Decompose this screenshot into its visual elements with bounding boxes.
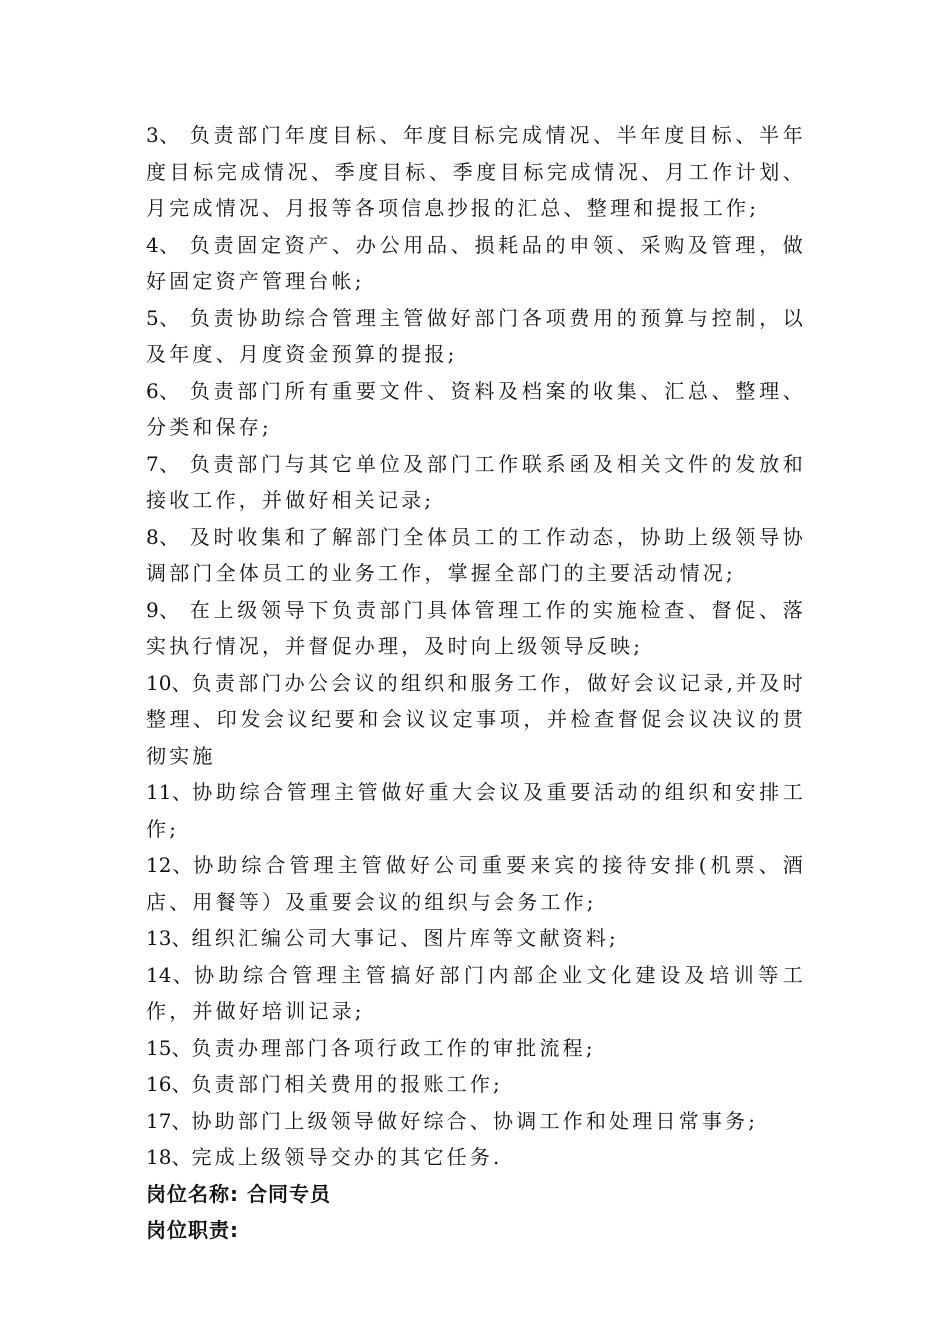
position-title: 岗位名称: 合同专员: [146, 1181, 331, 1206]
duty-item-8: [146, 519, 806, 592]
duty-number: 4、: [146, 232, 180, 257]
duty-number: 6、: [146, 378, 180, 403]
duty-item-9: [146, 592, 806, 665]
duty-text: 完成上级领导交办的其它任务.: [191, 1145, 503, 1169]
duty-item-10: [146, 665, 806, 775]
duty-number: 12、: [146, 853, 194, 877]
duty-number: 3、: [146, 123, 180, 147]
duty-item-7: [146, 446, 806, 519]
duty-text: 协助部门上级领导做好综合、协调工作和处理日常事务;: [191, 1108, 759, 1133]
duty-text: 及时收集和了解部门全体员工的工作动态，协助上级领导协调部门全体员工的业务工作，掌握全部门的主要活动情况;: [146, 524, 806, 585]
duty-text: 负责部门与其它单位及部门工作联系函及相关文件的发放和接收工作，并做好相关记录;: [146, 451, 806, 512]
duty-item-15: [146, 1030, 806, 1067]
duty-number: 7、: [146, 451, 180, 476]
duty-item-4: [146, 227, 806, 300]
duty-text: 协助综合管理主管做好重大会议及重要活动的组织和安排工作;: [146, 780, 806, 841]
duty-text: 负责部门年度目标、年度目标完成情况、半年度目标、半年度目标完成情况、季度目标、季度目标完成情况、月工作计划、月完成情况、月报等各项信息抄报的汇总、整理和提报工作;: [146, 123, 806, 220]
duty-item-13: [146, 920, 806, 957]
duty-item-6: [146, 373, 806, 446]
document-body: [146, 117, 806, 1249]
duty-text: 负责办理部门各项行政工作的审批流程;: [191, 1035, 596, 1060]
duty-number: 14、: [146, 962, 195, 987]
position-duties-heading: 岗位职责:: [146, 1218, 239, 1242]
duty-item-17: [146, 1103, 806, 1140]
duty-text: 负责部门所有重要文件、资料及档案的收集、汇总、整理、分类和保存;: [146, 378, 806, 439]
duty-number: 5、: [146, 305, 180, 330]
duty-text: 在上级领导下负责部门具体管理工作的实施检查、督促、落实执行情况，并督促办理，及时向上级领导反映;: [146, 597, 806, 658]
duty-number: 16、: [146, 1072, 192, 1096]
duty-item-12: [146, 847, 806, 920]
duty-number: 10、: [146, 670, 192, 695]
duty-item-11: [146, 774, 806, 847]
duty-text: 负责固定资产、办公用品、损耗品的申领、采购及管理，做好固定资产管理台帐;: [146, 232, 806, 293]
duty-number: 17、: [146, 1108, 192, 1133]
duty-number: 11、: [146, 780, 193, 804]
duty-number: 18、: [146, 1145, 192, 1169]
duty-text: 负责部门相关费用的报账工作;: [191, 1072, 503, 1096]
duty-text: 协助综合管理主管做好公司重要来宾的接待安排(机票、酒店、用餐等）及重要会议的组织与会务工作;: [146, 853, 806, 914]
duty-text: 组织汇编公司大事记、图片库等文献资料;: [191, 926, 619, 950]
duty-number: 9、: [146, 597, 180, 622]
duty-number: 15、: [146, 1035, 192, 1060]
duty-item-5: [146, 300, 806, 373]
duty-item-3: [146, 117, 806, 227]
duty-item-18: [146, 1139, 806, 1176]
duty-number: 8、: [146, 524, 180, 549]
duty-text: 协助综合管理主管搞好部门内部企业文化建设及培训等工作，并做好培训记录;: [146, 962, 806, 1023]
duty-item-16: [146, 1066, 806, 1103]
duty-item-14: [146, 957, 806, 1030]
duty-number: 13、: [146, 926, 192, 950]
duty-text: 负责协助综合管理主管做好部门各项费用的预算与控制，以及年度、月度资金预算的提报;: [146, 305, 806, 366]
duty-text: 负责部门办公会议的组织和服务工作，做好会议记录,并及时整理、印发会议纪要和会议议定事项，并检查督促会议决议的贯彻实施: [146, 670, 806, 768]
